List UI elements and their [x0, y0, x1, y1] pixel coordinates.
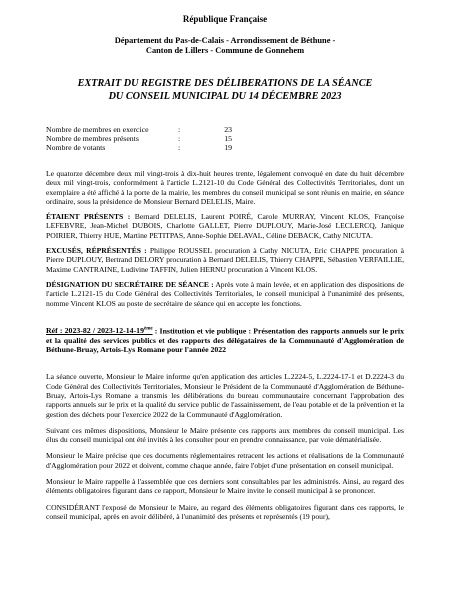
stat-colon: : [178, 143, 181, 152]
reference-number: Réf : 2023-82 / 2023-12-14-19 [46, 326, 144, 336]
secretaire-text: Après vote à main levée, et en application des dispositions de l'article L.2121-15 du Code Général des Collectivités Territoriales, le conseil municipal à l'unanimité des présents, nomme Vincent KLOS au poste de secrétaire de séance qui en accepte les fonctions. [46, 279, 405, 308]
excuses-label: EXCUSÉS, RÉPRÉSENTÉS : [46, 246, 147, 256]
stat-label: Nombre de membres présents [46, 134, 139, 143]
reference-label [46, 326, 153, 335]
title-line-2: DU CONSEIL MUNICIPAL DU 14 DÉCEMBRE 2023 [108, 90, 342, 102]
stat-value: 19 [224, 143, 232, 152]
body-paragraph: Suivant ces mêmes dispositions, Monsieur le Maire présente ces rapports aux membres du conseil municipal. Les élus du conseil municipal ont été invités à les consulter pour en prendre connaissance, par voie dématérialisée. [46, 425, 404, 445]
body-paragraph: CONSIDÉRANT l'exposé de Monsieur le Maire, au regard des éléments obligatoires figurant dans ces rapports, le conseil municipal, après en avoir délibéré, à l'unanimité des présents et représentés (19 pour), [46, 502, 404, 521]
presents-paragraph [46, 212, 404, 240]
body-paragraph: Monsieur le Maire précise que ces documents réglementaires retracent les actions et réalisations de la Communauté d'Agglomération pour 2022 et doivent, comme chaque année, faire l'objet d'une présentation en conseil municipal. [46, 451, 404, 470]
title-line-1: EXTRAIT DU REGISTRE DES DÉLIBERATIONS DE LA SÉANCE [77, 78, 373, 89]
stat-label: Nombre de votants [46, 143, 106, 152]
departement-line-2: Canton de Lillers - Commune de Gonnehem [145, 46, 305, 55]
body-paragraph: La séance ouverte, Monsieur le Maire informe qu'en application des articles L.2224-5, L.2224-17-1 et D.2224-3 du Code Général des Collectivités Territoriales, Monsieur le Président de la Communauté d'Agglomération de Béthune-Bruay, Artois-Lys Romane a transmis les délibérations du bureau communautaire concernant l'approbation des rapports annuels sur le prix et la qualité du service public de l'assainissement, de l'eau potable et de la prévention et la gestion des déchets pour l'exercice 2022 de la Communauté d'Agglomération. [46, 372, 404, 419]
stat-colon: : [178, 134, 181, 143]
stat-row-votants [46, 143, 404, 152]
reference-text: : Institution et vie publique : Présentation des rapports annuels sur le prix et la qualité des services publics et des rapports des délégataires de la Communauté d'Agglomération de Béthune-Bruay, Artois-Lys Romane pour l'année 2022 [46, 326, 404, 355]
stat-label: Nombre de membres en exercice [46, 125, 149, 134]
stat-row-exercice [46, 125, 404, 134]
stat-value: 23 [224, 125, 232, 134]
departement-heading [46, 36, 404, 56]
document-title [46, 78, 404, 103]
secretaire-paragraph [46, 280, 404, 308]
stat-row-presents [46, 134, 404, 143]
republique-heading: République Française [182, 14, 268, 24]
body-paragraph: Monsieur le Maire rappelle à l'assemblée que ces derniers sont consultables par les administrés. Ainsi, au regard des éléments obligatoires figurant dans ce rapport, Monsieur le Maire invite le conseil municipal à se prononcer. [46, 477, 404, 496]
departement-line-1: Département du Pas-de-Calais - Arrondissement de Béthune - [114, 36, 336, 45]
reference-paragraph [46, 325, 404, 354]
stat-colon: : [178, 125, 181, 134]
member-stats [46, 125, 404, 152]
reference-sup: ème [143, 326, 153, 332]
presents-label: ÉTAIENT PRÉSENTS : [46, 212, 131, 222]
excuses-paragraph [46, 246, 404, 274]
presents-text: Bernard DELELIS, Laurent POIRÉ, Carole MURRAY, Vincent KLOS, Françoise LEFEBVRE, Jean-Michel DUBOIS, Charlotte GALLET, Pierre DUPLOUY, Marie-José LECLERCQ, Janique POIRIER, Thierry HUE, Martine PETITPAS, Anne-Sophie DELAVAL, Céline DEBACK, Cathy NICUTA. [46, 212, 404, 240]
intro-paragraph: Le quatorze décembre deux mil vingt-trois à dix-huit heures trente, légalement convoqué en date du huit décembre deux mil vingt-trois, conformément à l'article L.2121-10 du Code Général des Collectivités Territoriales, dont un exemplaire a été affiché à la porte de la mairie, les membres du conseil municipal se sont réunis en mairie, en séance ordinaire, sous la présidence de Monsieur Bernard DELELIS, Maire. [46, 169, 404, 206]
excuses-text: Philippe ROUSSEL procuration à Cathy NICUTA, Eric CHAPPE procuration à Pierre DUPLOUY, Bertrand DELORY procuration à Bernard DELELIS, Thierry CHAPPE, Sébastien VERFAILLIE, Maxime CANTRAINE, Ludivine TAFFIN, Julien HERNU procuration à Vincent KLOS. [46, 246, 404, 274]
secretaire-label: DÉSIGNATION DU SECRÉTAIRE DE SÉANCE : [46, 279, 214, 289]
stat-value: 15 [224, 134, 232, 143]
